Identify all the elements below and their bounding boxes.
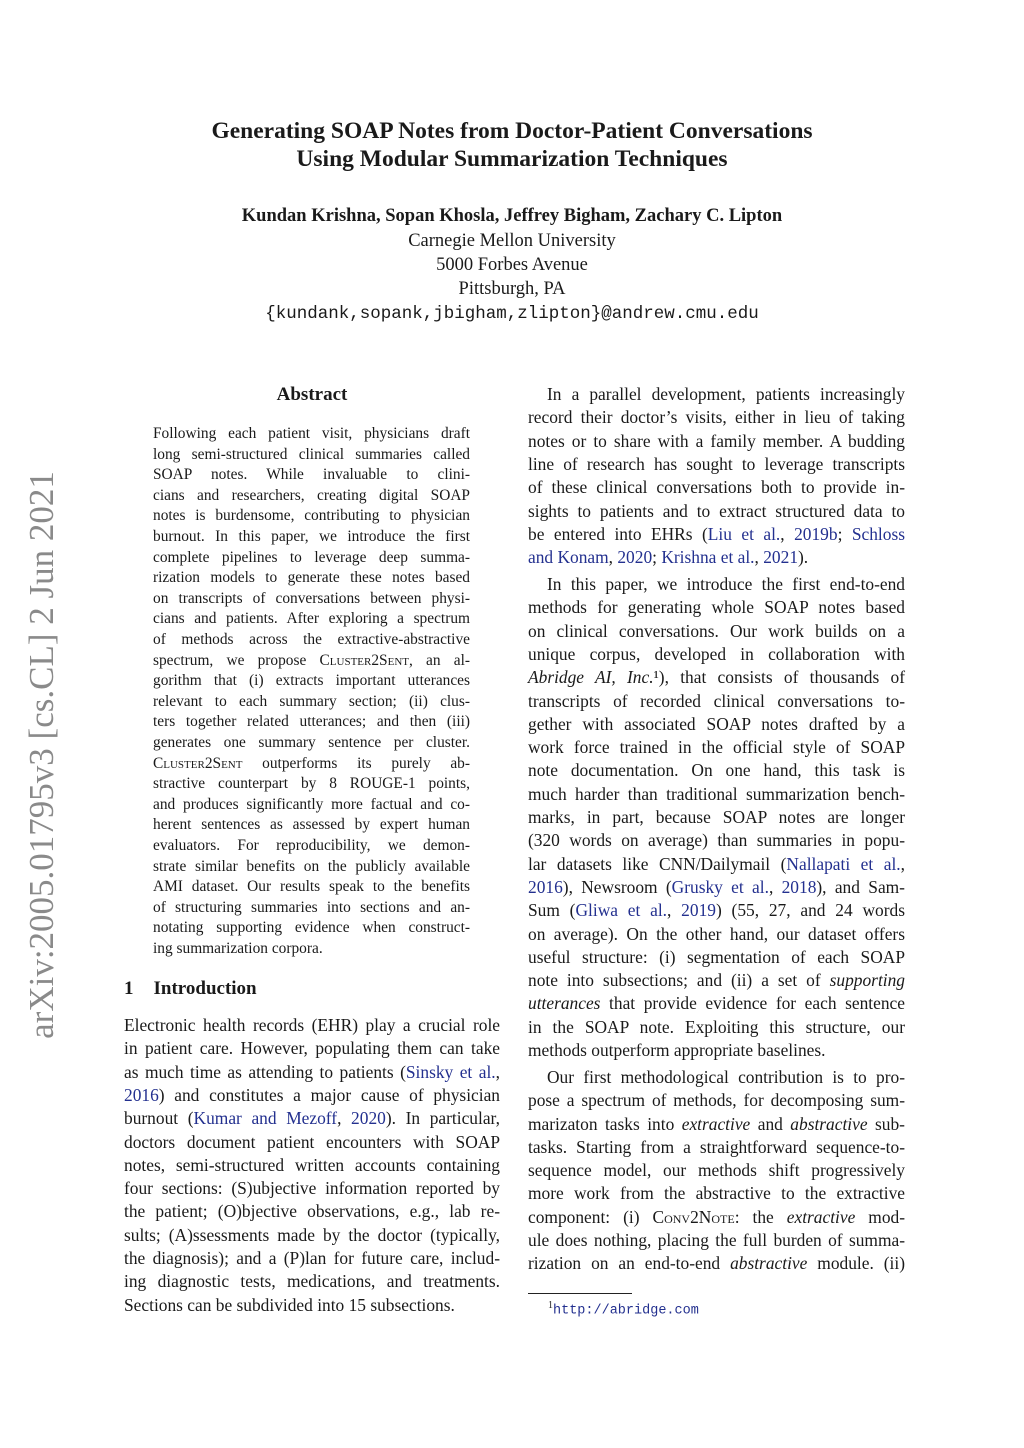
text-line: In a parallel development, patients increasingly — [547, 384, 905, 404]
text-line: long semi-structured clinical summaries called — [153, 445, 470, 463]
text-line — [124, 1084, 500, 1105]
citation-link[interactable]: Sinsky et al. — [405, 1061, 496, 1082]
text-line — [528, 902, 905, 919]
text-line: methods for generating whole SOAP notes based — [528, 597, 905, 618]
text-line: complete pipelines to leverage deep summa- — [153, 548, 470, 566]
text-line: of methods across the extractive-abstractive — [153, 631, 470, 648]
text-span: ) (55, 27, and 24 words — [715, 900, 905, 921]
text-line: burnout. In this paper, we introduce the first — [153, 528, 470, 545]
text-line — [528, 1113, 905, 1134]
text-line — [528, 876, 905, 897]
text-span: ). In particular, — [385, 1108, 500, 1129]
text-line: notating supporting evidence when construct- — [153, 919, 470, 937]
citation-link[interactable]: Schloss — [851, 523, 905, 544]
text-span: lar datasets like CNN/Dailymail ( — [528, 853, 787, 874]
text-span: ). — [798, 547, 809, 568]
text-span: Conv2Note — [652, 1206, 735, 1227]
text-line — [153, 756, 470, 771]
text-line: the patient; (O)bjective observations, e.g., lab re- — [124, 1201, 500, 1222]
text-span: be entered into EHRs ( — [528, 523, 708, 544]
text-span: ) and constitutes a major cause of physician — [158, 1084, 500, 1105]
text-line: generates one summary sentence per cluster. — [153, 734, 470, 751]
authors: Kundan Krishna, Sopan Khosla, Jeffrey Bigham, Zachary C. Lipton — [241, 206, 783, 226]
text-line: tasks. Starting from a straightforward sequence-to- — [528, 1136, 905, 1157]
text-line — [528, 995, 905, 1012]
text-span: spectrum, we propose — [153, 651, 320, 669]
text-span: , — [337, 1108, 352, 1129]
text-span: mod- — [855, 1206, 906, 1227]
text-line: sequence model, our methods shift progressively — [528, 1160, 905, 1181]
text-span: note into subsections; and (ii) a set of — [528, 970, 830, 991]
text-line: ing diagnostic tests, medications, and treatments. — [124, 1271, 500, 1292]
section-heading-introduction — [124, 978, 257, 1000]
text-line: In this paper, we introduce the first end-to-end — [547, 574, 905, 594]
text-line — [153, 653, 470, 668]
text-line: SOAP notes. While invaluable to clini- — [153, 466, 470, 484]
text-line: work force trained in the official style of SOAP — [528, 737, 905, 758]
text-line: herent sentences as assessed by expert human — [153, 816, 470, 834]
text-line: marks, in part, because SOAP notes are longer — [528, 807, 905, 827]
paper-title-line-2: Using Modular Summarization Techniques — [296, 146, 728, 172]
citation-link[interactable]: 2020 — [351, 1108, 386, 1129]
section-number: 1 — [124, 978, 134, 999]
text-line — [528, 669, 905, 686]
text-span: : the — [734, 1206, 787, 1227]
text-span: component: (i) — [528, 1206, 653, 1227]
text-span: , — [495, 1061, 500, 1082]
footnote — [548, 1300, 699, 1319]
text-line: Following each patient visit, physicians draft — [153, 425, 470, 442]
text-line — [124, 1061, 500, 1082]
text-line: in patient care. However, populating them can take — [124, 1038, 500, 1059]
text-span: burnout ( — [124, 1108, 194, 1129]
text-span: , — [608, 547, 618, 568]
citation-link[interactable]: 2021 — [763, 547, 799, 568]
text-line: transcripts of recorded clinical conversations to- — [528, 690, 905, 711]
text-span: Abridge AI, Inc. — [528, 667, 654, 688]
citation-link[interactable]: and Konam — [528, 547, 609, 568]
footnote-mark: 1 — [548, 1300, 553, 1311]
text-span: ), that consists of thousands of — [658, 667, 905, 688]
text-line: on transcripts of conversations between physi- — [153, 589, 470, 607]
citation-link[interactable]: Nallapati et al. — [786, 853, 901, 874]
citation-link[interactable]: Gliwa et al. — [575, 900, 668, 921]
author-emails: {kundank,sopank,jbigham,zlipton}@andrew.cmu.edu — [265, 304, 759, 324]
citation-link[interactable]: 2016 — [528, 876, 563, 897]
text-line: (320 words on average) than summaries in popu- — [528, 830, 905, 851]
text-line — [528, 523, 905, 544]
text-line: of structuring summaries into sections and an- — [153, 898, 470, 916]
text-span: ; — [652, 547, 662, 568]
text-line: notes, semi-structured written accounts containing — [124, 1154, 500, 1175]
text-line: line of research has sought to leverage transcripts — [528, 453, 905, 474]
text-line: much harder than traditional summarization bench- — [528, 783, 905, 804]
text-line: pose a spectrum of methods, for decomposing sum- — [528, 1090, 905, 1111]
citation-link[interactable]: Krishna et al. — [661, 547, 755, 568]
text-line: unique corpus, developed in collaboration with — [528, 643, 905, 664]
text-line — [528, 853, 905, 874]
text-span: supporting — [829, 970, 905, 991]
text-line: ing summarization corpora. — [153, 940, 323, 957]
affiliation-university: Carnegie Mellon University — [408, 231, 616, 251]
text-line: doctors document patient encounters with SOAP — [124, 1131, 500, 1152]
text-line: Electronic health records (EHR) play a crucial role — [124, 1015, 500, 1035]
text-span: , — [754, 547, 764, 568]
text-span: outperforms its purely ab- — [242, 754, 470, 772]
text-span: Cluster2Sent — [153, 754, 243, 772]
text-span: abstractive — [730, 1253, 808, 1274]
text-line: stractive counterpart by 8 ROUGE-1 points, — [153, 775, 470, 793]
text-line: record their doctor’s visits, either in lieu of taking — [528, 407, 905, 428]
text-line: and produces significantly more factual and co- — [153, 795, 470, 813]
citation-link[interactable]: 2016 — [124, 1084, 159, 1105]
text-line: in the SOAP note. Exploiting this structure, our — [528, 1016, 905, 1037]
paper-title-line-1: Generating SOAP Notes from Doctor-Patient Conversations — [211, 118, 813, 144]
affiliation-street: 5000 Forbes Avenue — [436, 255, 588, 275]
text-line: four sections: (S)ubjective information reported by — [124, 1178, 500, 1199]
citation-link[interactable]: Grusky et al. — [671, 876, 769, 897]
text-line: gether with associated SOAP notes drafted by a — [528, 713, 905, 734]
footnote-rule — [528, 1293, 632, 1294]
text-span: ; — [837, 523, 852, 544]
text-line — [528, 1255, 905, 1272]
text-line: sults; (A)ssessments made by the doctor (typically, — [124, 1224, 500, 1245]
text-line: methods outperform appropriate baselines. — [528, 1040, 826, 1060]
text-line: of these clinical conversations both to provide in- — [528, 477, 905, 498]
text-line: AMI dataset. Our results speak to the benefits — [153, 878, 470, 896]
text-line: notes is burdensome, contributing to physician — [153, 507, 470, 525]
abstract-heading: Abstract — [276, 384, 348, 405]
text-span: ), Newsroom ( — [562, 876, 672, 897]
text-span: utterances — [528, 993, 601, 1014]
text-line — [528, 972, 905, 989]
text-span: Sum ( — [528, 900, 576, 921]
text-line: sights to patients and to extract structured data to — [528, 500, 905, 521]
text-line: cians and patients. After exploring a spectrum — [153, 610, 470, 628]
text-line: rization models to generate these notes based — [153, 569, 470, 587]
text-line: ters together related utterances; and then (iii) — [153, 713, 470, 731]
text-line: the diagnosis); and a (P)lan for future care, includ- — [124, 1248, 500, 1268]
text-line: ule does nothing, placing the full burden of summa- — [528, 1230, 905, 1250]
text-span: Cluster2Sent — [319, 651, 409, 669]
citation-link[interactable]: Liu et al. — [707, 523, 781, 544]
text-span: and — [750, 1113, 791, 1134]
text-span: , — [900, 853, 905, 874]
text-line: evaluators. For reproducibility, we demon- — [153, 837, 470, 854]
text-span: extractive — [681, 1113, 751, 1134]
citation-link[interactable]: 2018 — [781, 876, 817, 897]
text-line — [124, 1110, 500, 1127]
text-span: extractive — [786, 1206, 856, 1227]
text-span: ¹ — [653, 667, 659, 688]
text-line: strate similar benefits on the publicly available — [153, 857, 470, 875]
text-line: on average). On the other hand, our dataset offers — [528, 923, 905, 944]
text-span: module. (ii) — [807, 1253, 906, 1274]
text-line: gorithm that (i) extracts important utterances — [153, 672, 470, 690]
text-span: marizaton tasks into — [528, 1113, 682, 1134]
text-line: relevant to each summary section; (ii) clus- — [153, 692, 470, 710]
affiliation-city: Pittsburgh, PA — [458, 279, 566, 299]
text-line: notes or to share with a family member. A budding — [528, 430, 905, 451]
text-span: , an al- — [409, 651, 470, 669]
text-span: , — [780, 523, 795, 544]
text-span: , — [667, 900, 682, 921]
citation-link[interactable]: Kumar and Mezoff — [193, 1108, 338, 1129]
text-line: Sections can be subdivided into 15 subsections. — [124, 1294, 455, 1315]
arxiv-identifier: arXiv:2005.01795v3 [cs.CL] 2 Jun 2021 — [22, 471, 61, 1039]
section-title: Introduction — [153, 978, 257, 999]
text-span: as much time as attending to patients ( — [124, 1061, 406, 1082]
text-span: ), and Sam- — [816, 876, 905, 897]
text-line — [528, 549, 905, 566]
text-line: cians and researchers, creating digital SOAP — [153, 486, 470, 504]
text-line — [528, 1206, 906, 1227]
text-span: , — [768, 876, 782, 897]
text-line: note documentation. On one hand, this task is — [528, 760, 905, 781]
text-span: sub- — [867, 1113, 905, 1134]
text-span: abstractive — [790, 1113, 868, 1134]
text-span: rization on an end-to-end — [528, 1253, 731, 1274]
text-span: that provide evidence for each sentence — [600, 993, 905, 1014]
citation-link[interactable]: 2020 — [617, 547, 653, 568]
text-line: on clinical conversations. Our work builds on a — [528, 620, 905, 641]
citation-link[interactable]: 2019b — [794, 523, 838, 544]
footnote-link[interactable]: http://abridge.com — [553, 1303, 699, 1319]
text-line: useful structure: (i) segmentation of each SOAP — [528, 946, 905, 967]
citation-link[interactable]: 2019 — [681, 900, 716, 921]
text-line: Our first methodological contribution is to pro- — [547, 1066, 905, 1087]
text-line: more work from the abstractive to the extractive — [528, 1183, 905, 1204]
